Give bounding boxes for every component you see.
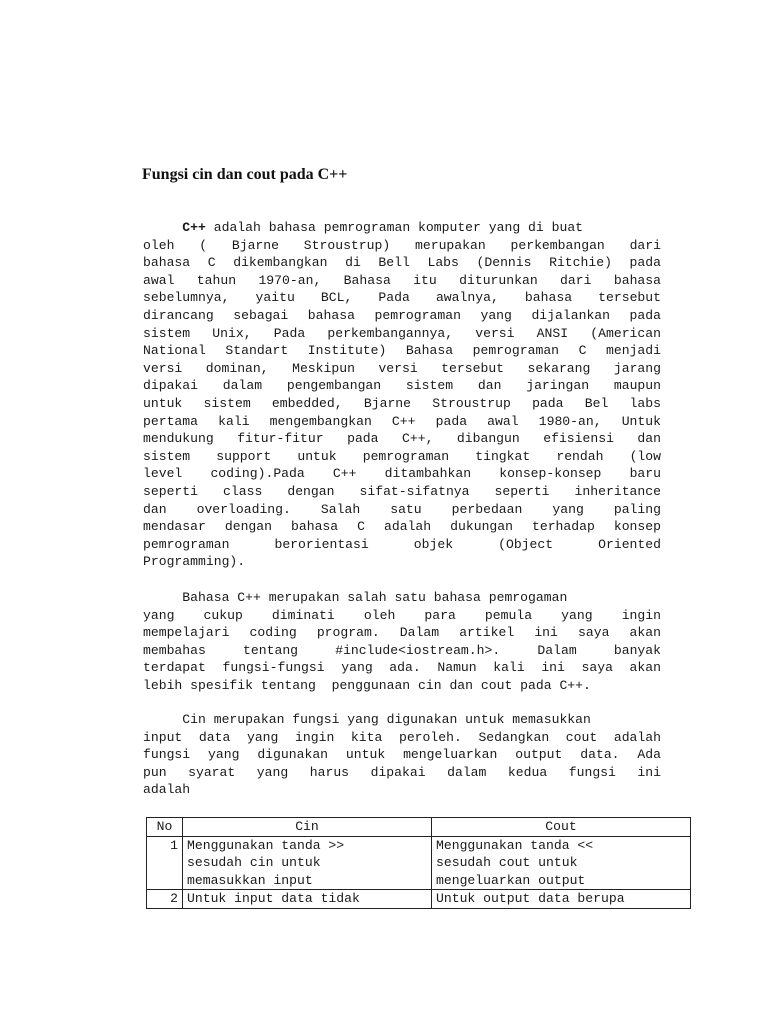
document-title: Fungsi cin dan cout pada C++ bbox=[142, 166, 348, 183]
cell-line: memasukkan input bbox=[187, 872, 313, 888]
paragraph-line: level coding).Pada C++ ditambahkan konsep-konsep baru bbox=[143, 466, 661, 482]
cout-cell bbox=[432, 836, 691, 890]
cin-cell bbox=[183, 890, 432, 909]
paragraph-line: mendukung fitur-fitur pada C++, dibangun efisiensi dan bbox=[143, 431, 661, 447]
table-row bbox=[147, 836, 691, 890]
cell-line: Menggunakan tanda >> bbox=[187, 837, 345, 853]
paragraph-line: oleh ( Bjarne Stroustrup) merupakan perkembangan dari bbox=[143, 237, 661, 253]
paragraph-line: fungsi yang digunakan untuk mengeluarkan output data. Ada bbox=[143, 747, 661, 763]
header-no: No bbox=[147, 818, 183, 837]
cell-line: Menggunakan tanda << bbox=[436, 837, 594, 853]
paragraph-line: input data yang ingin kita peroleh. Sedangkan cout adalah bbox=[143, 729, 661, 745]
paragraph-line: bahasa C dikembangkan di Bell Labs (Dennis Ritchie) pada bbox=[143, 255, 661, 271]
paragraph-line: mendasar dengan bahasa C adalah dukungan terhadap konsep bbox=[143, 519, 661, 535]
table-row bbox=[147, 890, 691, 909]
paragraph-line: sebelumnya, yaitu BCL, Pada awalnya, bahasa tersebut bbox=[143, 290, 661, 306]
paragraph-line: yang cukup diminati oleh para pemula yang ingin bbox=[143, 607, 661, 623]
paragraph-line bbox=[143, 219, 661, 237]
paragraph-line: lebih spesifik tentang penggunaan cin dan cout pada C++. bbox=[143, 677, 591, 693]
cell-line: mengeluarkan output bbox=[436, 872, 586, 888]
paragraph-line: dan overloading. Salah satu perbedaan yang paling bbox=[143, 501, 661, 517]
cell-line: Untuk input data tidak bbox=[187, 891, 360, 907]
header-cout: Cout bbox=[432, 818, 691, 837]
paragraph-line: adalah bbox=[143, 782, 191, 798]
paragraph-line: mempelajari coding program. Dalam artikel ini saya akan bbox=[143, 625, 661, 641]
paragraph-cin-cout-definition bbox=[143, 711, 661, 799]
paragraph-line: versi dominan, Meskipun versi tersebut sekarang jarang bbox=[143, 360, 661, 376]
paragraph-line: dipakai dalam pengembangan sistem dan jaringan maupun bbox=[143, 378, 661, 394]
header-cin: Cin bbox=[183, 818, 432, 837]
paragraph-line: terdapat fungsi-fungsi yang ada. Namun kali ini saya akan bbox=[143, 660, 661, 676]
paragraph-line: pertama kali mengembangkan C++ pada awal 1980-an, Untuk bbox=[143, 413, 661, 429]
paragraph-cpp-intro bbox=[143, 219, 661, 571]
paragraph-line: sistem Unix, Pada perkembangannya, versi ANSI (American bbox=[143, 325, 661, 341]
paragraph-line: seperti class dengan sifat-sifatnya seperti inheritance bbox=[143, 483, 661, 499]
paragraph-line: Cin merupakan fungsi yang digunakan untuk memasukkan bbox=[143, 712, 591, 727]
paragraph-line: sistem support untuk pemrograman tingkat rendah (low bbox=[143, 448, 661, 464]
paragraph-line: awal tahun 1970-an, Bahasa itu diturunkan dari bahasa bbox=[143, 272, 661, 288]
cell-line: sesudah cin untuk bbox=[187, 855, 321, 871]
row-number: 1 bbox=[147, 836, 183, 890]
paragraph-line: National Standart Institute) Bahasa pemrograman C menjadi bbox=[143, 343, 661, 359]
paragraph-line-text: adalah bahasa pemrograman komputer yang di buat bbox=[205, 220, 584, 235]
cin-cell bbox=[183, 836, 432, 890]
paragraph-line: membahas tentang #include<iostream.h>. Dalam banyak bbox=[143, 642, 661, 658]
paragraph-line: Programming). bbox=[143, 554, 246, 570]
table-header-row bbox=[147, 818, 691, 837]
cpp-lead-term: C++ bbox=[182, 220, 206, 235]
paragraph-line: dirancang sebagai bahasa pemrograman yang dijalankan pada bbox=[143, 307, 661, 323]
cell-line: sesudah cout untuk bbox=[436, 855, 578, 871]
paragraph-cpp-popularity bbox=[143, 589, 661, 695]
paragraph-line: Bahasa C++ merupakan salah satu bahasa pemrogaman bbox=[143, 590, 568, 605]
cell-line: Untuk output data berupa bbox=[436, 891, 625, 907]
cin-cout-comparison-table bbox=[146, 817, 691, 909]
row-number: 2 bbox=[147, 890, 183, 909]
cout-cell bbox=[432, 890, 691, 909]
paragraph-line: untuk sistem embedded, Bjarne Stroustrup pada Bel labs bbox=[143, 395, 661, 411]
paragraph-line: pemrograman berorientasi objek (Object Oriented bbox=[143, 536, 661, 552]
paragraph-line: pun syarat yang harus dipakai dalam kedua fungsi ini bbox=[143, 764, 661, 780]
